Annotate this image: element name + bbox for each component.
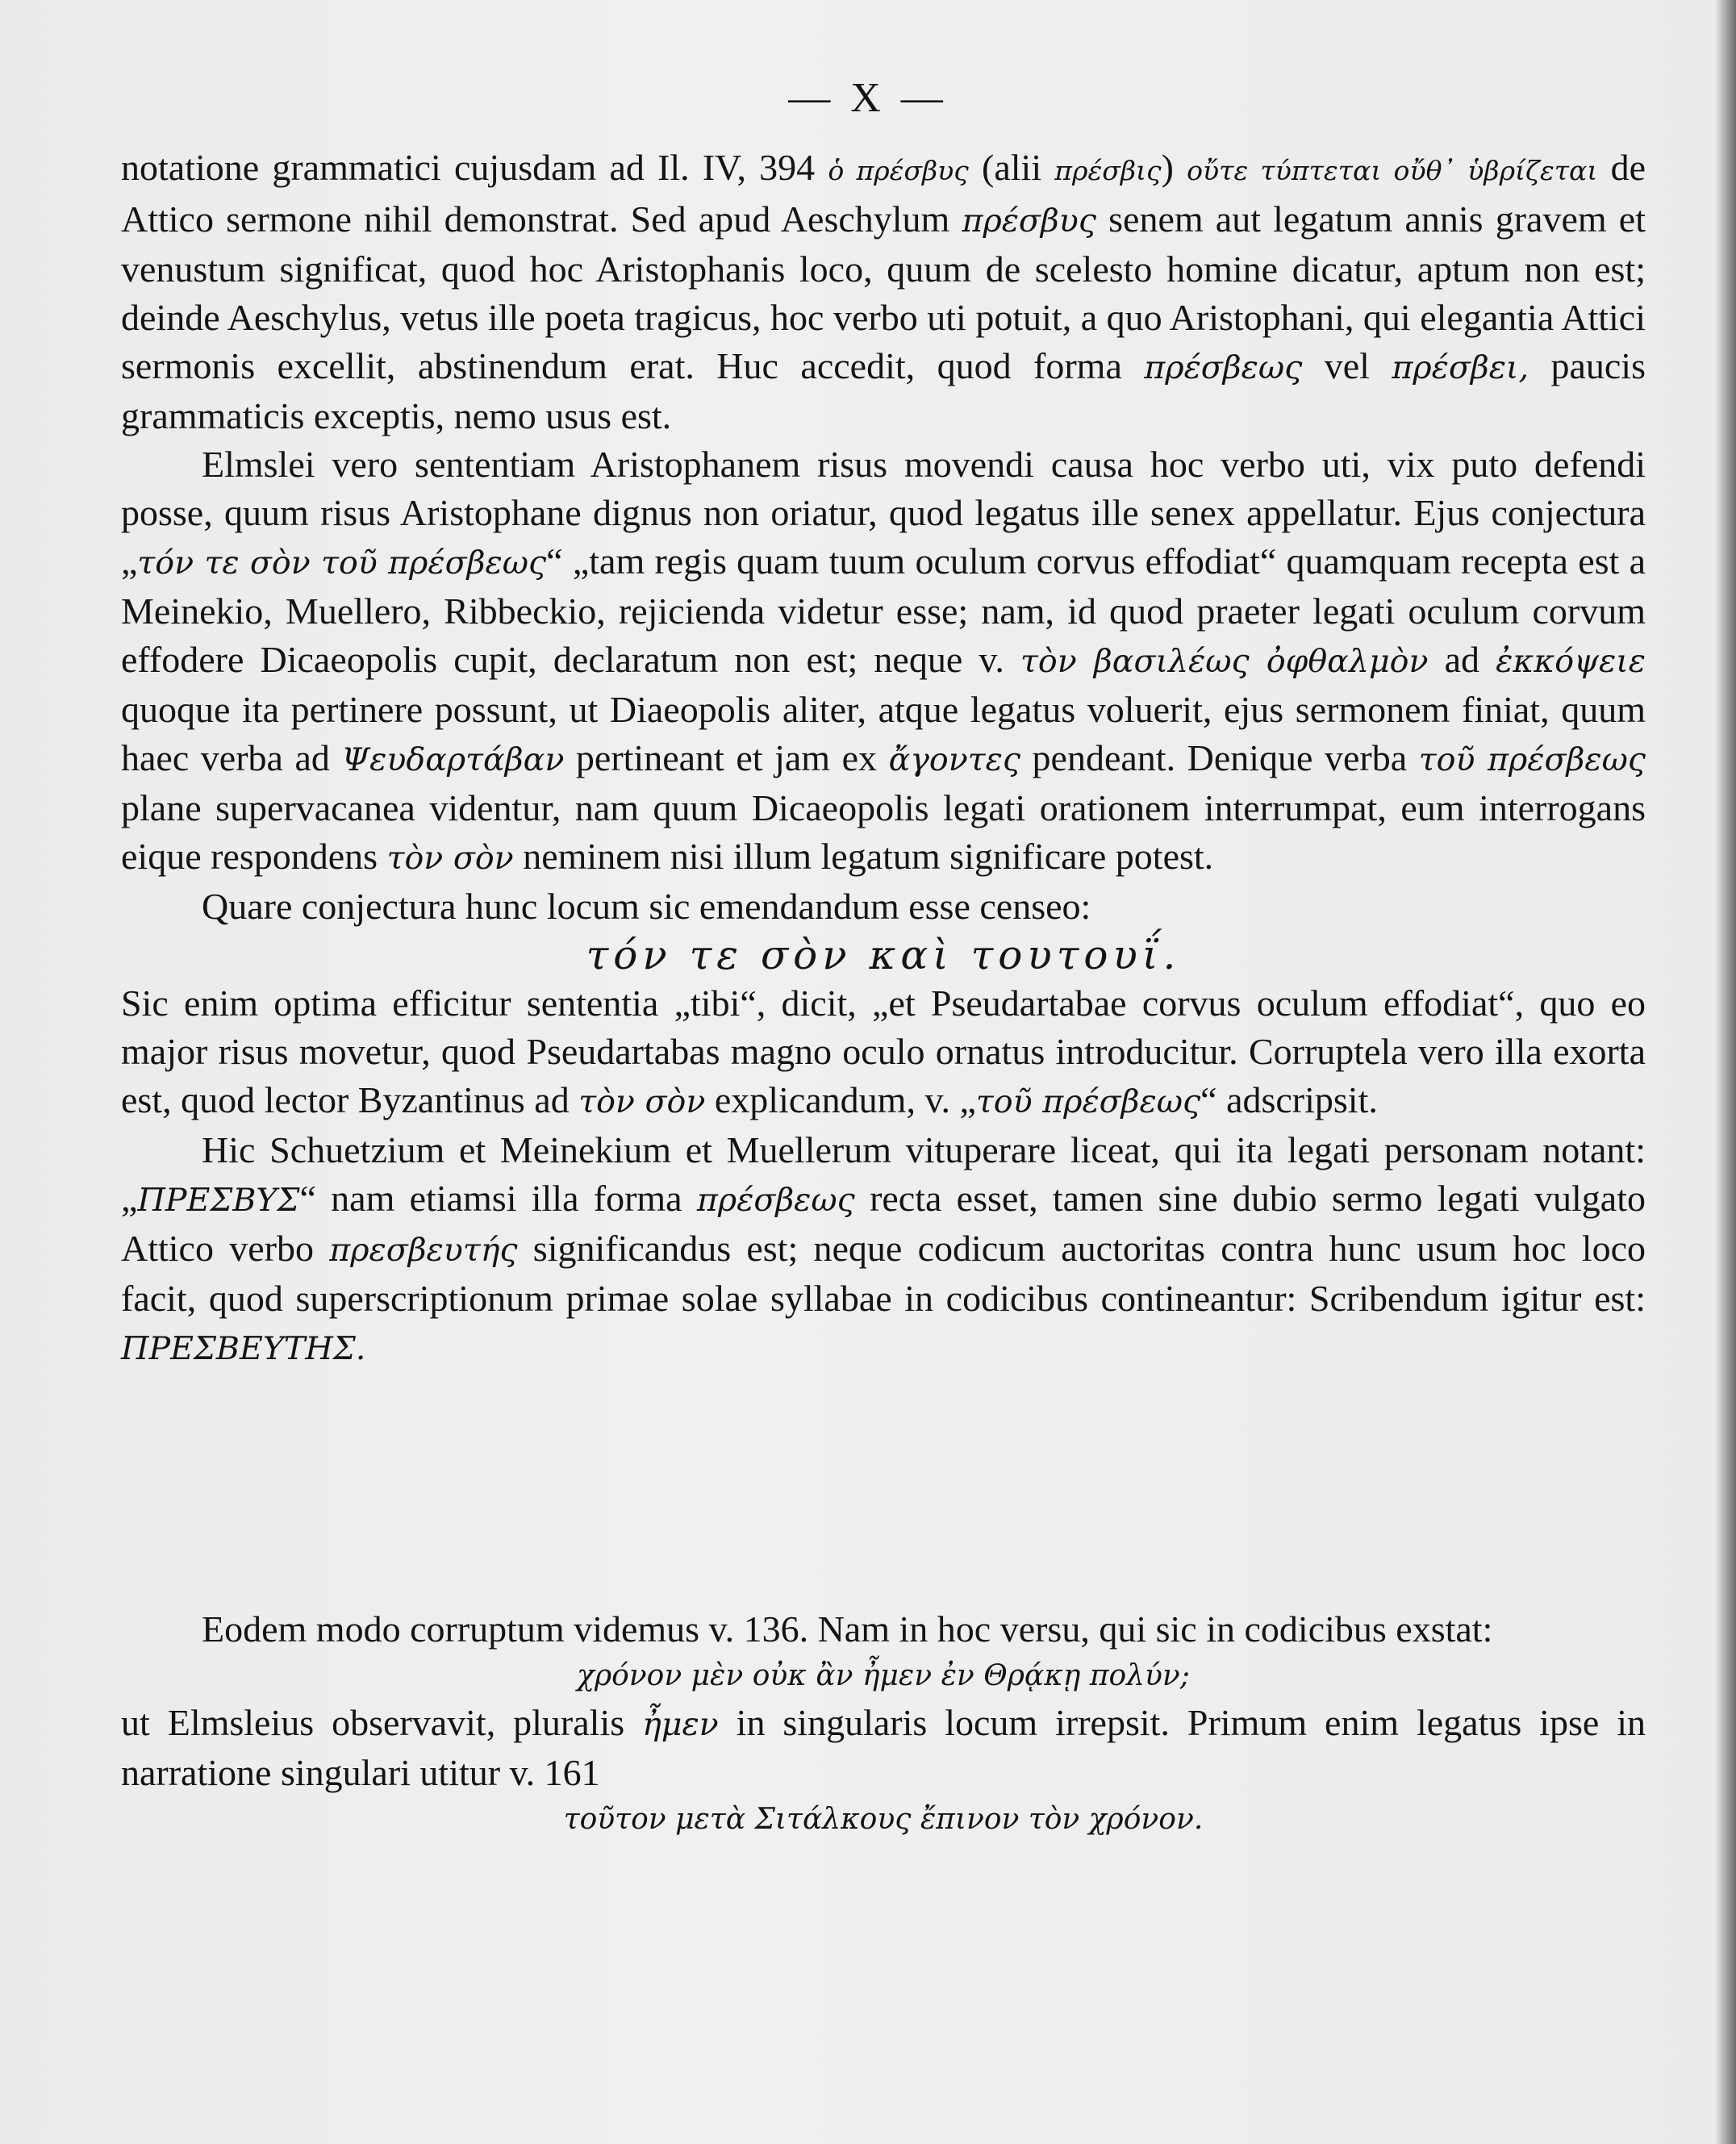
text-run: “ nam etiamsi illa forma: [299, 1178, 697, 1219]
greek-run: πρέσβεως: [696, 1182, 855, 1219]
paragraph-2: [121, 440, 1646, 882]
greek-run: τοῦ πρέσβεως: [975, 1083, 1201, 1120]
text-run: plane supervacanea videntur, nam quum Dicaeopolis legati orationem interrumpat, eum interrogans eique respondens: [121, 787, 1646, 877]
text-run: pendeant. Denique verba: [1020, 737, 1419, 778]
second-text-block: [121, 1605, 1646, 1842]
text-run: “ „tam regis quam tuum oculum corvus effodiat“ quamquam recepta est a Meinekio, Muellero, Ribbeckio, rejicienda videtur esse; nam, id quod praeter legati oculum corvum effodere Dicaeopolis cupit, declaratum non est; neque v.: [121, 540, 1646, 680]
greek-run: πρέσβει,: [1392, 349, 1529, 386]
emendation-line: [121, 931, 1646, 979]
greek-run: τόν τε σὸν τοῦ πρέσβεως: [137, 544, 547, 582]
greek-run: τὸν σὸν: [386, 840, 514, 877]
paragraph-5: [121, 1126, 1646, 1373]
greek-run: ἐκκόψειε: [1496, 643, 1646, 680]
text-run: ad: [1428, 639, 1496, 680]
text-run: “ adscripsit.: [1200, 1079, 1378, 1120]
paragraph-1: [121, 144, 1646, 440]
text-run: paucis grammaticis exceptis, nemo usus est.: [121, 345, 1646, 436]
greek-run: πρέσβεως: [1144, 349, 1303, 386]
text-run: recta esset, tamen sine dubio sermo legati vulgato Attico verbo: [121, 1178, 1646, 1269]
text-run: explicandum, v. „: [705, 1079, 976, 1120]
text-run: Sic enim optima efficitur sententia „tibi“, dicit, „et Pseudartabae corvus oculum effodiat“, quo eo major risus movetur, quod Pseudartabas magno oculo ornatus introducitur. Corruptela vero illa exorta est, quod lector Byzantinus ad: [121, 982, 1646, 1120]
paragraph-4: [121, 979, 1646, 1126]
text-run: Elmslei vero sententiam Aristophanem risus movendi causa hoc verbo uti, vix puto defendi posse, quum risus Aristophane dignus non oriatur, quod legatus ille senex appellatur. Ejus conjectura „: [121, 444, 1646, 582]
text-run: pertineant et jam ex: [564, 737, 889, 778]
binding-shadow: [1715, 0, 1736, 2144]
greek-run: πρέσβυς: [962, 202, 1096, 240]
greek-run: ἄγοντες: [888, 741, 1021, 778]
text-run: de Attico sermone nihil demonstrat. Sed apud Aeschylum: [121, 147, 1646, 240]
greek-run: ὁ πρέσβυς: [828, 155, 969, 186]
paragraph-7: [121, 1699, 1646, 1797]
text-run: Quare conjectura hunc locum sic emendandum esse censeo:: [202, 886, 1091, 927]
text-run: in singularis locum irrepsit. Primum enim legatus ipse in narratione singulari utitur v. 161: [121, 1702, 1646, 1793]
greek-run: τοῦ πρέσβεως: [1418, 741, 1646, 778]
greek-run: πρεσβευτής: [329, 1232, 518, 1269]
text-run: ut Elmsleius observavit, pluralis: [121, 1702, 643, 1743]
text-run: (alii: [968, 147, 1055, 188]
greek-run: Ψευδαρτάβαν: [341, 741, 565, 778]
text-run: ): [1161, 147, 1187, 188]
greek-run: τόν τε σὸν καὶ τουτουΐ.: [586, 932, 1181, 978]
main-text-block: [121, 144, 1646, 1373]
page-number-header: — X —: [788, 75, 948, 121]
greek-run: πρέσβις: [1054, 155, 1162, 186]
text-run: vel: [1302, 345, 1392, 386]
paragraph-6: [121, 1605, 1646, 1654]
greek-run: ΠΡΕΣΒΥΣ: [137, 1182, 300, 1219]
text-run: notatione grammatici cujusdam ad Il. IV, 394: [121, 147, 828, 188]
verse-quote-2: τοῦτον μετὰ Σιτάλκους ἔπινον τὸν χρόνον.: [563, 1803, 1204, 1836]
text-run: Hic Schuetzium et Meinekium et Muellerum vituperare liceat, qui ita legati personam notant: „: [121, 1129, 1646, 1219]
greek-run: οὔτε τύπτεται οὔθ᾽ ὑβρίζεται: [1187, 155, 1598, 186]
verse-quote-1: χρόνον μὲν οὐκ ἂν ἦμεν ἐν Θρᾴκῃ πολύν;: [577, 1659, 1190, 1692]
text-run: neminem nisi illum legatum significare potest.: [513, 836, 1214, 877]
text-run: quoque ita pertinere possunt, ut Diaeopolis aliter, atque legatus voluerit, ejus sermonem finiat, quum haec verba ad: [121, 689, 1646, 778]
greek-run: ἦμεν: [642, 1706, 719, 1743]
text-run: significandus est; neque codicum auctoritas contra hunc usum hoc loco facit, quod superscriptionum primae solae syllabae in codicibus contineantur: Scribendum igitur est:: [121, 1228, 1646, 1319]
greek-run: τὸν σὸν: [578, 1083, 706, 1120]
text-run: senem aut legatum annis gravem et venustum significat, quod hoc Aristophanis loco, quum de scelesto homine dicatur, aptum non est; deinde Aeschylus, vetus ille poeta tragicus, hoc verbo uti potuit, a quo Aristophani, qui elegantia Attici sermonis excellit, abstinendum erat. Huc accedit, quod forma: [121, 198, 1646, 386]
greek-run: ΠΡΕΣΒΕΥΤΗΣ.: [121, 1330, 366, 1367]
greek-run: τὸν βασιλέως ὀφθαλμὸν: [1020, 643, 1429, 680]
text-run: Eodem modo corruptum videmus v. 136. Nam in hoc versu, qui sic in codicibus exstat:: [202, 1608, 1493, 1650]
paragraph-3: [121, 882, 1646, 931]
